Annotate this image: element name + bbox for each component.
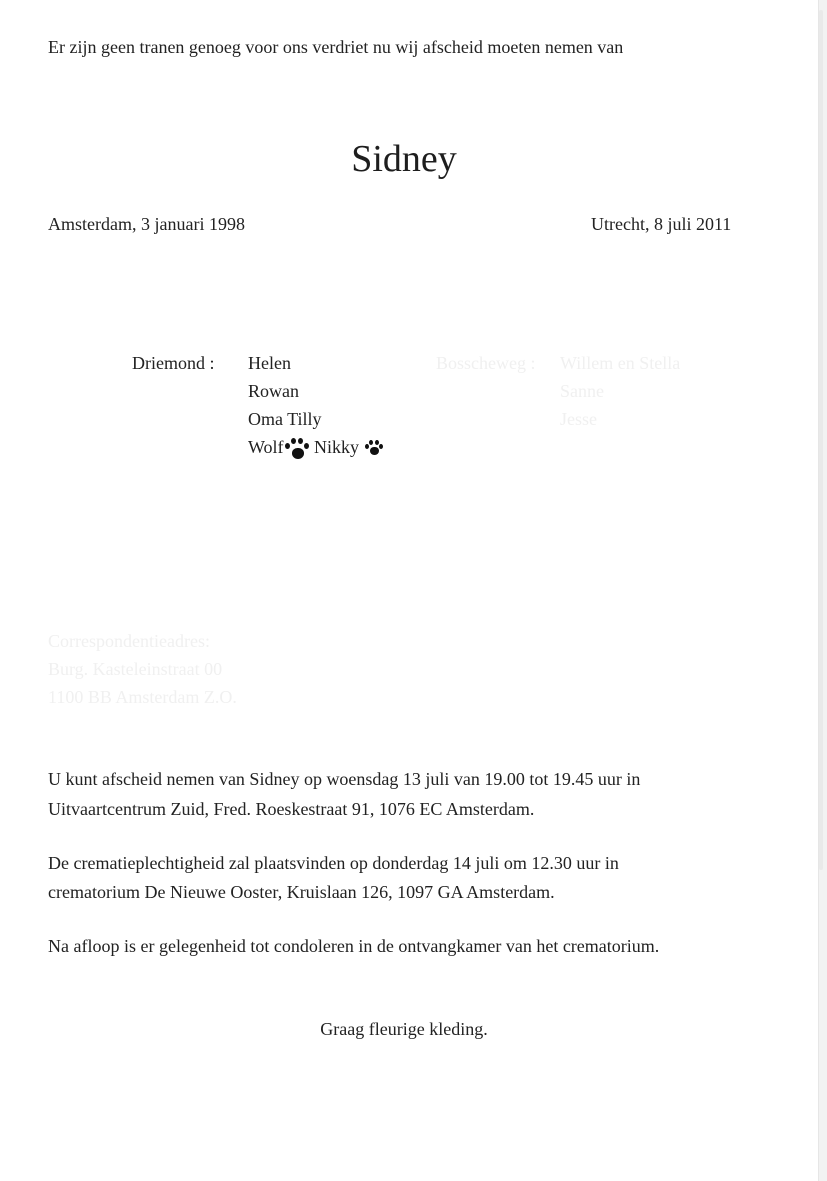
condolence-paragraph: Na afloop is er gelegenheid tot condoleren in de ontvangkamer van het crematorium. xyxy=(48,936,660,956)
faded-family-member: Sanne xyxy=(560,381,604,401)
family-location-label: Driemond : xyxy=(132,353,215,373)
opening-line: Er zijn geen tranen genoeg voor ons verdriet nu wij afscheid moeten nemen van xyxy=(48,37,624,57)
faded-family-label: Bosscheweg : xyxy=(436,353,536,373)
faded-family-member: Jesse xyxy=(560,409,597,429)
pet-name: Nikky xyxy=(314,437,360,457)
faded-address-street: Burg. Kasteleinstraat 00 xyxy=(48,659,223,679)
closing-note: Graag fleurige kleding. xyxy=(320,1019,488,1039)
family-member: Rowan xyxy=(248,381,299,401)
paw-print-icon xyxy=(284,437,310,461)
viewing-paragraph-line: Uitvaartcentrum Zuid, Fred. Roeskestraat 91, 1076 EC Amsterdam. xyxy=(48,799,535,819)
pet-name: Wolf xyxy=(248,437,284,457)
cremation-paragraph-line: crematorium De Nieuwe Ooster, Kruislaan 126, 1097 GA Amsterdam. xyxy=(48,882,555,902)
family-member: Oma Tilly xyxy=(248,409,322,429)
birth-place-date: Amsterdam, 3 januari 1998 xyxy=(48,214,245,234)
pets-line xyxy=(248,433,384,461)
deceased-name: Sidney xyxy=(351,138,457,180)
faded-address-city: 1100 BB Amsterdam Z.O. xyxy=(48,687,237,707)
faded-address-title: Correspondentieadres: xyxy=(48,631,210,651)
cremation-paragraph-line: De crematieplechtigheid zal plaatsvinden op donderdag 14 juli om 12.30 uur in xyxy=(48,853,619,873)
death-place-date: Utrecht, 8 juli 2011 xyxy=(591,214,732,234)
faded-family-member: Willem en Stella xyxy=(560,353,681,373)
viewing-paragraph-line: U kunt afscheid nemen van Sidney op woensdag 13 juli van 19.00 tot 19.45 uur in xyxy=(48,769,641,789)
scrollbar-thumb[interactable] xyxy=(819,10,823,870)
family-member: Helen xyxy=(248,353,291,373)
paw-print-icon xyxy=(364,439,384,457)
